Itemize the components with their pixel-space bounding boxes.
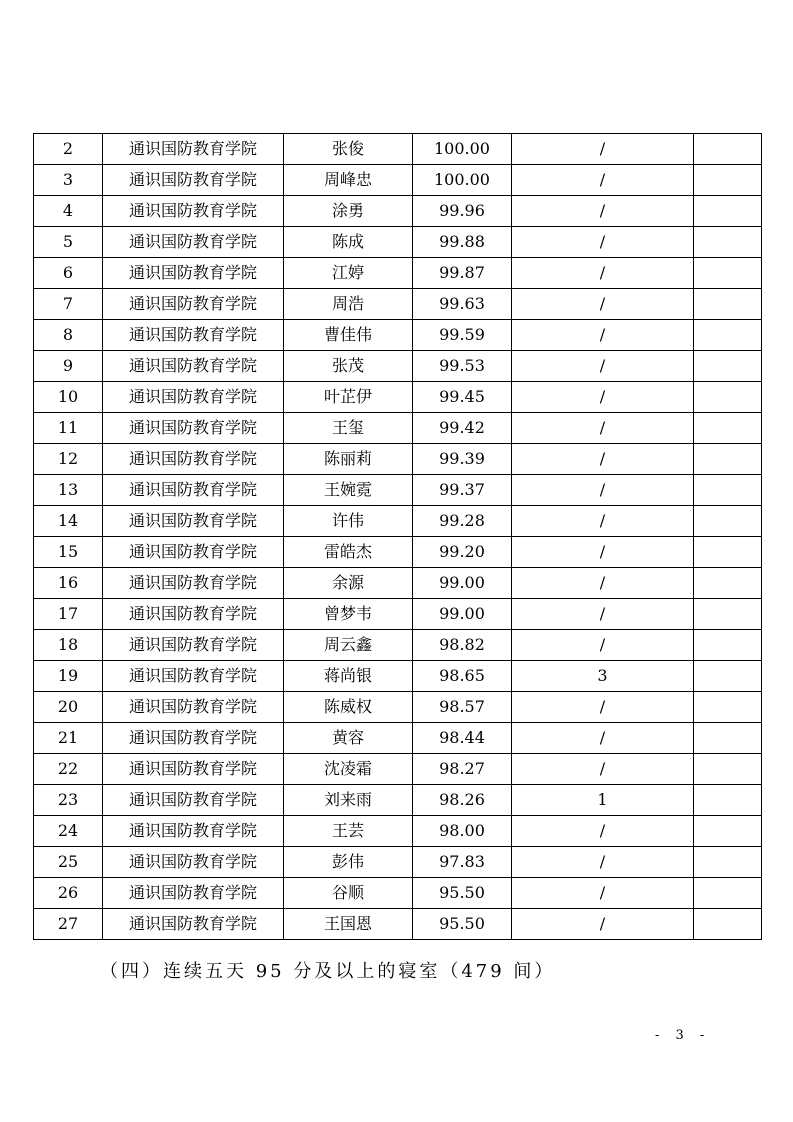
name-cell: 王婉霓 — [284, 475, 413, 506]
college-cell: 通识国防教育学院 — [103, 754, 284, 785]
table-row — [34, 258, 762, 289]
table-row — [34, 568, 762, 599]
row-number-cell: 3 — [34, 165, 103, 196]
college-cell: 通识国防教育学院 — [103, 878, 284, 909]
count-cell: / — [512, 909, 694, 940]
score-cell: 99.88 — [413, 227, 512, 258]
remark-cell — [694, 630, 762, 661]
remark-cell — [694, 599, 762, 630]
table-row — [34, 413, 762, 444]
row-number-cell: 8 — [34, 320, 103, 351]
score-cell: 97.83 — [413, 847, 512, 878]
count-cell: / — [512, 134, 694, 165]
count-cell: / — [512, 413, 694, 444]
name-cell: 陈威权 — [284, 692, 413, 723]
name-cell: 谷顺 — [284, 878, 413, 909]
name-cell: 周峰忠 — [284, 165, 413, 196]
row-number-cell: 16 — [34, 568, 103, 599]
remark-cell — [694, 816, 762, 847]
score-cell: 99.39 — [413, 444, 512, 475]
count-cell: / — [512, 506, 694, 537]
remark-cell — [694, 568, 762, 599]
table-row — [34, 196, 762, 227]
college-cell: 通识国防教育学院 — [103, 227, 284, 258]
count-cell: / — [512, 568, 694, 599]
row-number-cell: 17 — [34, 599, 103, 630]
remark-cell — [694, 723, 762, 754]
row-number-cell: 19 — [34, 661, 103, 692]
table-row — [34, 506, 762, 537]
score-cell: 99.00 — [413, 599, 512, 630]
college-cell: 通识国防教育学院 — [103, 506, 284, 537]
remark-cell — [694, 413, 762, 444]
count-cell: / — [512, 382, 694, 413]
name-cell: 刘来雨 — [284, 785, 413, 816]
page-number: - 3 - — [655, 1028, 711, 1043]
score-cell: 100.00 — [413, 134, 512, 165]
score-cell: 99.87 — [413, 258, 512, 289]
count-cell: / — [512, 847, 694, 878]
row-number-cell: 14 — [34, 506, 103, 537]
score-cell: 99.42 — [413, 413, 512, 444]
count-cell: / — [512, 754, 694, 785]
remark-cell — [694, 351, 762, 382]
college-cell: 通识国防教育学院 — [103, 816, 284, 847]
score-cell: 95.50 — [413, 878, 512, 909]
remark-cell — [694, 165, 762, 196]
college-cell: 通识国防教育学院 — [103, 134, 284, 165]
row-number-cell: 12 — [34, 444, 103, 475]
count-cell: 1 — [512, 785, 694, 816]
college-cell: 通识国防教育学院 — [103, 723, 284, 754]
remark-cell — [694, 227, 762, 258]
name-cell: 王国恩 — [284, 909, 413, 940]
remark-cell — [694, 878, 762, 909]
score-cell: 98.57 — [413, 692, 512, 723]
name-cell: 叶芷伊 — [284, 382, 413, 413]
table-row — [34, 537, 762, 568]
remark-cell — [694, 692, 762, 723]
remark-cell — [694, 196, 762, 227]
name-cell: 张俊 — [284, 134, 413, 165]
remark-cell — [694, 754, 762, 785]
name-cell: 王玺 — [284, 413, 413, 444]
remark-cell — [694, 506, 762, 537]
count-cell: / — [512, 196, 694, 227]
score-cell: 99.63 — [413, 289, 512, 320]
name-cell: 蒋尚银 — [284, 661, 413, 692]
score-cell: 99.53 — [413, 351, 512, 382]
table-row — [34, 227, 762, 258]
count-cell: / — [512, 537, 694, 568]
college-cell: 通识国防教育学院 — [103, 382, 284, 413]
college-cell: 通识国防教育学院 — [103, 785, 284, 816]
score-cell: 98.26 — [413, 785, 512, 816]
name-cell: 彭伟 — [284, 847, 413, 878]
row-number-cell: 15 — [34, 537, 103, 568]
count-cell: / — [512, 723, 694, 754]
college-cell: 通识国防教育学院 — [103, 444, 284, 475]
row-number-cell: 20 — [34, 692, 103, 723]
college-cell: 通识国防教育学院 — [103, 351, 284, 382]
remark-cell — [694, 289, 762, 320]
row-number-cell: 24 — [34, 816, 103, 847]
score-cell: 99.00 — [413, 568, 512, 599]
row-number-cell: 6 — [34, 258, 103, 289]
remark-cell — [694, 785, 762, 816]
name-cell: 黄容 — [284, 723, 413, 754]
college-cell: 通识国防教育学院 — [103, 847, 284, 878]
table-row — [34, 878, 762, 909]
name-cell: 陈丽莉 — [284, 444, 413, 475]
name-cell: 涂勇 — [284, 196, 413, 227]
name-cell: 许伟 — [284, 506, 413, 537]
name-cell: 周浩 — [284, 289, 413, 320]
row-number-cell: 23 — [34, 785, 103, 816]
score-cell: 98.44 — [413, 723, 512, 754]
college-cell: 通识国防教育学院 — [103, 630, 284, 661]
count-cell: / — [512, 878, 694, 909]
count-cell: / — [512, 816, 694, 847]
name-cell: 沈凌霜 — [284, 754, 413, 785]
row-number-cell: 10 — [34, 382, 103, 413]
remark-cell — [694, 258, 762, 289]
row-number-cell: 2 — [34, 134, 103, 165]
score-cell: 95.50 — [413, 909, 512, 940]
count-cell: / — [512, 444, 694, 475]
count-cell: / — [512, 692, 694, 723]
row-number-cell: 7 — [34, 289, 103, 320]
name-cell: 张茂 — [284, 351, 413, 382]
college-cell: 通识国防教育学院 — [103, 413, 284, 444]
table-row — [34, 692, 762, 723]
row-number-cell: 26 — [34, 878, 103, 909]
college-cell: 通识国防教育学院 — [103, 258, 284, 289]
count-cell: / — [512, 165, 694, 196]
count-cell: 3 — [512, 661, 694, 692]
college-cell: 通识国防教育学院 — [103, 475, 284, 506]
table-row — [34, 785, 762, 816]
table-row — [34, 909, 762, 940]
remark-cell — [694, 320, 762, 351]
name-cell: 周云鑫 — [284, 630, 413, 661]
table-row — [34, 723, 762, 754]
score-cell: 99.20 — [413, 537, 512, 568]
college-cell: 通识国防教育学院 — [103, 537, 284, 568]
table-row — [34, 320, 762, 351]
college-cell: 通识国防教育学院 — [103, 196, 284, 227]
remark-cell — [694, 661, 762, 692]
table-row — [34, 289, 762, 320]
count-cell: / — [512, 258, 694, 289]
count-cell: / — [512, 599, 694, 630]
score-cell: 99.59 — [413, 320, 512, 351]
college-cell: 通识国防教育学院 — [103, 568, 284, 599]
name-cell: 江婷 — [284, 258, 413, 289]
table-row — [34, 475, 762, 506]
row-number-cell: 27 — [34, 909, 103, 940]
count-cell: / — [512, 227, 694, 258]
section-heading: （四）连续五天 95 分及以上的寝室（479 间） — [100, 961, 556, 982]
college-cell: 通识国防教育学院 — [103, 909, 284, 940]
name-cell: 余源 — [284, 568, 413, 599]
college-cell: 通识国防教育学院 — [103, 661, 284, 692]
remark-cell — [694, 134, 762, 165]
name-cell: 陈成 — [284, 227, 413, 258]
row-number-cell: 5 — [34, 227, 103, 258]
count-cell: / — [512, 320, 694, 351]
name-cell: 曾梦韦 — [284, 599, 413, 630]
row-number-cell: 9 — [34, 351, 103, 382]
score-cell: 99.28 — [413, 506, 512, 537]
remark-cell — [694, 382, 762, 413]
count-cell: / — [512, 289, 694, 320]
table-row — [34, 599, 762, 630]
table-row — [34, 661, 762, 692]
score-cell: 99.45 — [413, 382, 512, 413]
score-cell: 98.65 — [413, 661, 512, 692]
remark-cell — [694, 475, 762, 506]
college-cell: 通识国防教育学院 — [103, 599, 284, 630]
table-row — [34, 351, 762, 382]
college-cell: 通识国防教育学院 — [103, 165, 284, 196]
name-cell: 曹佳伟 — [284, 320, 413, 351]
row-number-cell: 22 — [34, 754, 103, 785]
college-cell: 通识国防教育学院 — [103, 320, 284, 351]
row-number-cell: 21 — [34, 723, 103, 754]
remark-cell — [694, 444, 762, 475]
score-cell: 100.00 — [413, 165, 512, 196]
results-table — [33, 133, 762, 940]
score-cell: 98.82 — [413, 630, 512, 661]
table-row — [34, 444, 762, 475]
table-row — [34, 165, 762, 196]
table-row — [34, 754, 762, 785]
remark-cell — [694, 909, 762, 940]
score-cell: 99.37 — [413, 475, 512, 506]
table-row — [34, 134, 762, 165]
count-cell: / — [512, 351, 694, 382]
remark-cell — [694, 847, 762, 878]
row-number-cell: 11 — [34, 413, 103, 444]
results-table-body — [34, 134, 762, 940]
row-number-cell: 18 — [34, 630, 103, 661]
college-cell: 通识国防教育学院 — [103, 692, 284, 723]
count-cell: / — [512, 630, 694, 661]
table-row — [34, 630, 762, 661]
table-row — [34, 816, 762, 847]
row-number-cell: 4 — [34, 196, 103, 227]
remark-cell — [694, 537, 762, 568]
table-row — [34, 382, 762, 413]
score-cell: 98.00 — [413, 816, 512, 847]
score-cell: 99.96 — [413, 196, 512, 227]
name-cell: 王芸 — [284, 816, 413, 847]
table-row — [34, 847, 762, 878]
college-cell: 通识国防教育学院 — [103, 289, 284, 320]
row-number-cell: 13 — [34, 475, 103, 506]
name-cell: 雷皓杰 — [284, 537, 413, 568]
row-number-cell: 25 — [34, 847, 103, 878]
score-cell: 98.27 — [413, 754, 512, 785]
count-cell: / — [512, 475, 694, 506]
